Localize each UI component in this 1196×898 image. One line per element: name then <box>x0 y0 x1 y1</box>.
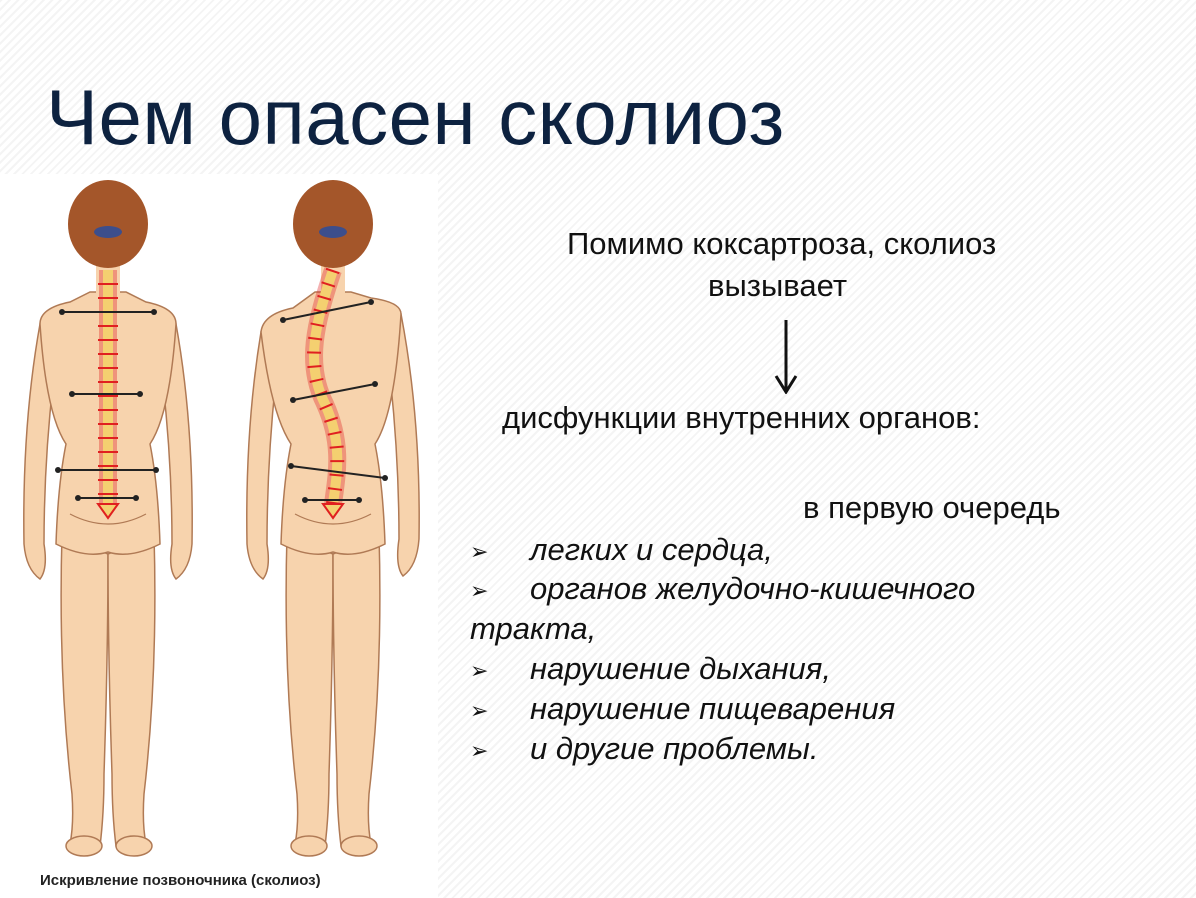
figure-caption: Искривление позвоночника (сколиоз) <box>40 872 321 889</box>
bullet-arrow-icon: ➢ <box>470 657 489 683</box>
priority-label: в первую очередь <box>803 490 1061 525</box>
intro-line-1: Помимо коксартроза, сколиоз <box>567 226 997 261</box>
bullet-arrow-icon: ➢ <box>470 538 489 564</box>
bullet-arrow-icon: ➢ <box>470 737 489 763</box>
bullet-item: ➢ легких и сердца, <box>470 532 773 567</box>
scoliosis-figure <box>0 174 438 898</box>
slide-title: Чем опасен сколиоз <box>46 73 785 161</box>
dysfunction-heading: дисфункции внутренних органов: <box>502 400 981 435</box>
normal-spine-body <box>24 180 192 856</box>
bullet-arrow-icon: ➢ <box>470 697 489 723</box>
bullet-item: ➢ и другие проблемы. <box>470 731 819 766</box>
scoliosis-spine-body <box>247 180 419 856</box>
bullet-item: ➢ органов желудочно-кишечного <box>470 571 976 606</box>
bullet-arrow-icon: ➢ <box>470 577 489 603</box>
intro-line-2: вызывает <box>708 268 848 303</box>
bullet-item: ➢ нарушение пищеварения <box>470 691 896 726</box>
bullet-continuation: тракта, <box>470 611 597 646</box>
down-arrow-icon <box>774 318 798 394</box>
figure-illustration <box>0 174 438 898</box>
bullet-item: ➢ нарушение дыхания, <box>470 651 831 686</box>
